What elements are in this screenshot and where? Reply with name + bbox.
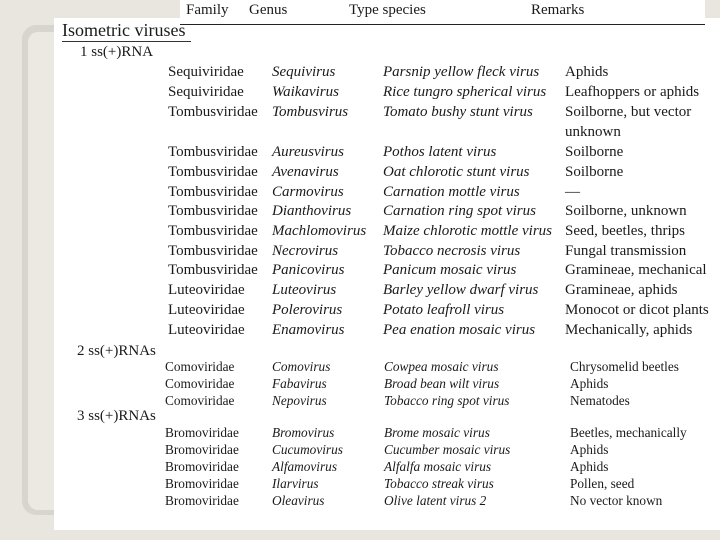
table-header — [180, 0, 705, 25]
cell-genus: Oleavirus — [272, 493, 325, 508]
cell-genus: Carmovirus — [272, 184, 344, 200]
cell-species: Tomato bushy stunt virus — [383, 104, 533, 120]
cell-family: Bromoviridae — [165, 459, 239, 474]
cell-remarks: Chrysomelid beetles — [570, 359, 679, 374]
cell-genus: Machlomovirus — [272, 223, 367, 239]
cell-remarks: No vector known — [570, 493, 663, 508]
cell-remarks: Nematodes — [570, 393, 630, 408]
cell-genus: Waikavirus — [272, 84, 339, 100]
cell-family: Comoviridae — [165, 359, 235, 374]
cell-genus: Necrovirus — [272, 243, 339, 259]
cell-species: Cowpea mosaic virus — [384, 359, 499, 374]
cell-genus: Bromovirus — [272, 425, 335, 440]
cell-species: Carnation mottle virus — [383, 184, 520, 200]
group-label-1: 1 ss(+)RNA — [80, 44, 154, 60]
cell-species: Panicum mosaic virus — [383, 262, 517, 278]
cell-species: Olive latent virus 2 — [384, 493, 487, 508]
cell-species: Brome mosaic virus — [384, 425, 490, 440]
cell-family: Luteoviridae — [168, 322, 245, 338]
cell-species: Carnation ring spot virus — [383, 203, 536, 219]
cell-genus: Avenavirus — [272, 164, 339, 180]
cell-family: Bromoviridae — [165, 493, 239, 508]
cell-genus: Alfamovirus — [272, 459, 338, 474]
cell-remarks: Gramineae, aphids — [565, 282, 678, 298]
cell-genus: Tombusvirus — [272, 104, 349, 120]
section-title: Isometric viruses — [62, 20, 191, 42]
cell-genus: Aureusvirus — [272, 144, 344, 160]
header-remarks: Remarks — [531, 2, 585, 18]
cell-remarks: Soilborne — [565, 164, 624, 180]
cell-genus: Dianthovirus — [272, 203, 352, 219]
cell-remarks: Fungal transmission — [565, 243, 687, 259]
cell-remarks: Soilborne — [565, 144, 624, 160]
cell-genus: Nepovirus — [272, 393, 327, 408]
cell-species: Alfalfa mosaic virus — [384, 459, 492, 474]
cell-genus: Comovirus — [272, 359, 331, 374]
cell-genus: Fabavirus — [272, 376, 327, 391]
cell-family: Tombusviridae — [168, 223, 258, 239]
cell-species: Pea enation mosaic virus — [383, 322, 536, 338]
cell-genus: Enamovirus — [272, 322, 345, 338]
cell-family: Tombusviridae — [168, 184, 258, 200]
header-type-species: Type species — [349, 2, 426, 18]
cell-genus: Sequivirus — [272, 64, 336, 80]
cell-remarks-continued: unknown — [565, 124, 621, 140]
cell-family: Tombusviridae — [168, 144, 258, 160]
header-genus: Genus — [249, 2, 288, 18]
cell-remarks: Leafhoppers or aphids — [565, 84, 700, 100]
cell-species: Tobacco streak virus — [384, 476, 494, 491]
cell-species: Tobacco necrosis virus — [383, 243, 521, 259]
cell-genus: Cucumovirus — [272, 442, 343, 457]
cell-remarks: Aphids — [570, 376, 609, 391]
cell-family: Luteoviridae — [168, 282, 245, 298]
cell-family: Tombusviridae — [168, 262, 258, 278]
cell-genus: Polerovirus — [272, 302, 343, 318]
header-family: Family — [186, 2, 229, 18]
cell-species: Broad bean wilt virus — [384, 376, 500, 391]
cell-family: Bromoviridae — [165, 442, 239, 457]
cell-species: Cucumber mosaic virus — [384, 442, 511, 457]
cell-remarks: Monocot or dicot plants — [565, 302, 709, 318]
cell-remarks: Mechanically, aphids — [565, 322, 693, 338]
cell-family: Luteoviridae — [168, 302, 245, 318]
cell-remarks: Soilborne, but vector — [565, 104, 692, 120]
cell-family: Bromoviridae — [165, 476, 239, 491]
cell-family: Comoviridae — [165, 393, 235, 408]
cell-remarks: Gramineae, mechanical — [565, 262, 707, 278]
group-label-2: 2 ss(+)RNAs — [77, 343, 156, 359]
cell-genus: Luteovirus — [272, 282, 337, 298]
cell-remarks: Aphids — [565, 64, 609, 80]
cell-genus: Panicovirus — [272, 262, 345, 278]
group-label-3: 3 ss(+)RNAs — [77, 408, 156, 424]
cell-remarks: Beetles, mechanically — [570, 425, 687, 440]
cell-family: Comoviridae — [165, 376, 235, 391]
cell-remarks: Seed, beetles, thrips — [565, 223, 685, 239]
cell-remarks: Pollen, seed — [570, 476, 635, 491]
cell-family: Sequiviridae — [168, 64, 244, 80]
cell-remarks: Aphids — [570, 442, 609, 457]
cell-remarks: — — [565, 184, 580, 200]
cell-remarks: Aphids — [570, 459, 609, 474]
cell-family: Tombusviridae — [168, 243, 258, 259]
cell-family: Tombusviridae — [168, 104, 258, 120]
cell-species: Tobacco ring spot virus — [384, 393, 510, 408]
cell-species: Oat chlorotic stunt virus — [383, 164, 530, 180]
cell-family: Sequiviridae — [168, 84, 244, 100]
cell-family: Bromoviridae — [165, 425, 239, 440]
cell-family: Tombusviridae — [168, 203, 258, 219]
cell-species: Potato leafroll virus — [383, 302, 505, 318]
cell-species: Parsnip yellow fleck virus — [383, 64, 540, 80]
cell-species: Maize chlorotic mottle virus — [383, 223, 552, 239]
cell-species: Rice tungro spherical virus — [383, 84, 547, 100]
cell-family: Tombusviridae — [168, 164, 258, 180]
cell-species: Barley yellow dwarf virus — [383, 282, 539, 298]
cell-remarks: Soilborne, unknown — [565, 203, 687, 219]
cell-species: Pothos latent virus — [383, 144, 497, 160]
cell-genus: Ilarvirus — [272, 476, 319, 491]
